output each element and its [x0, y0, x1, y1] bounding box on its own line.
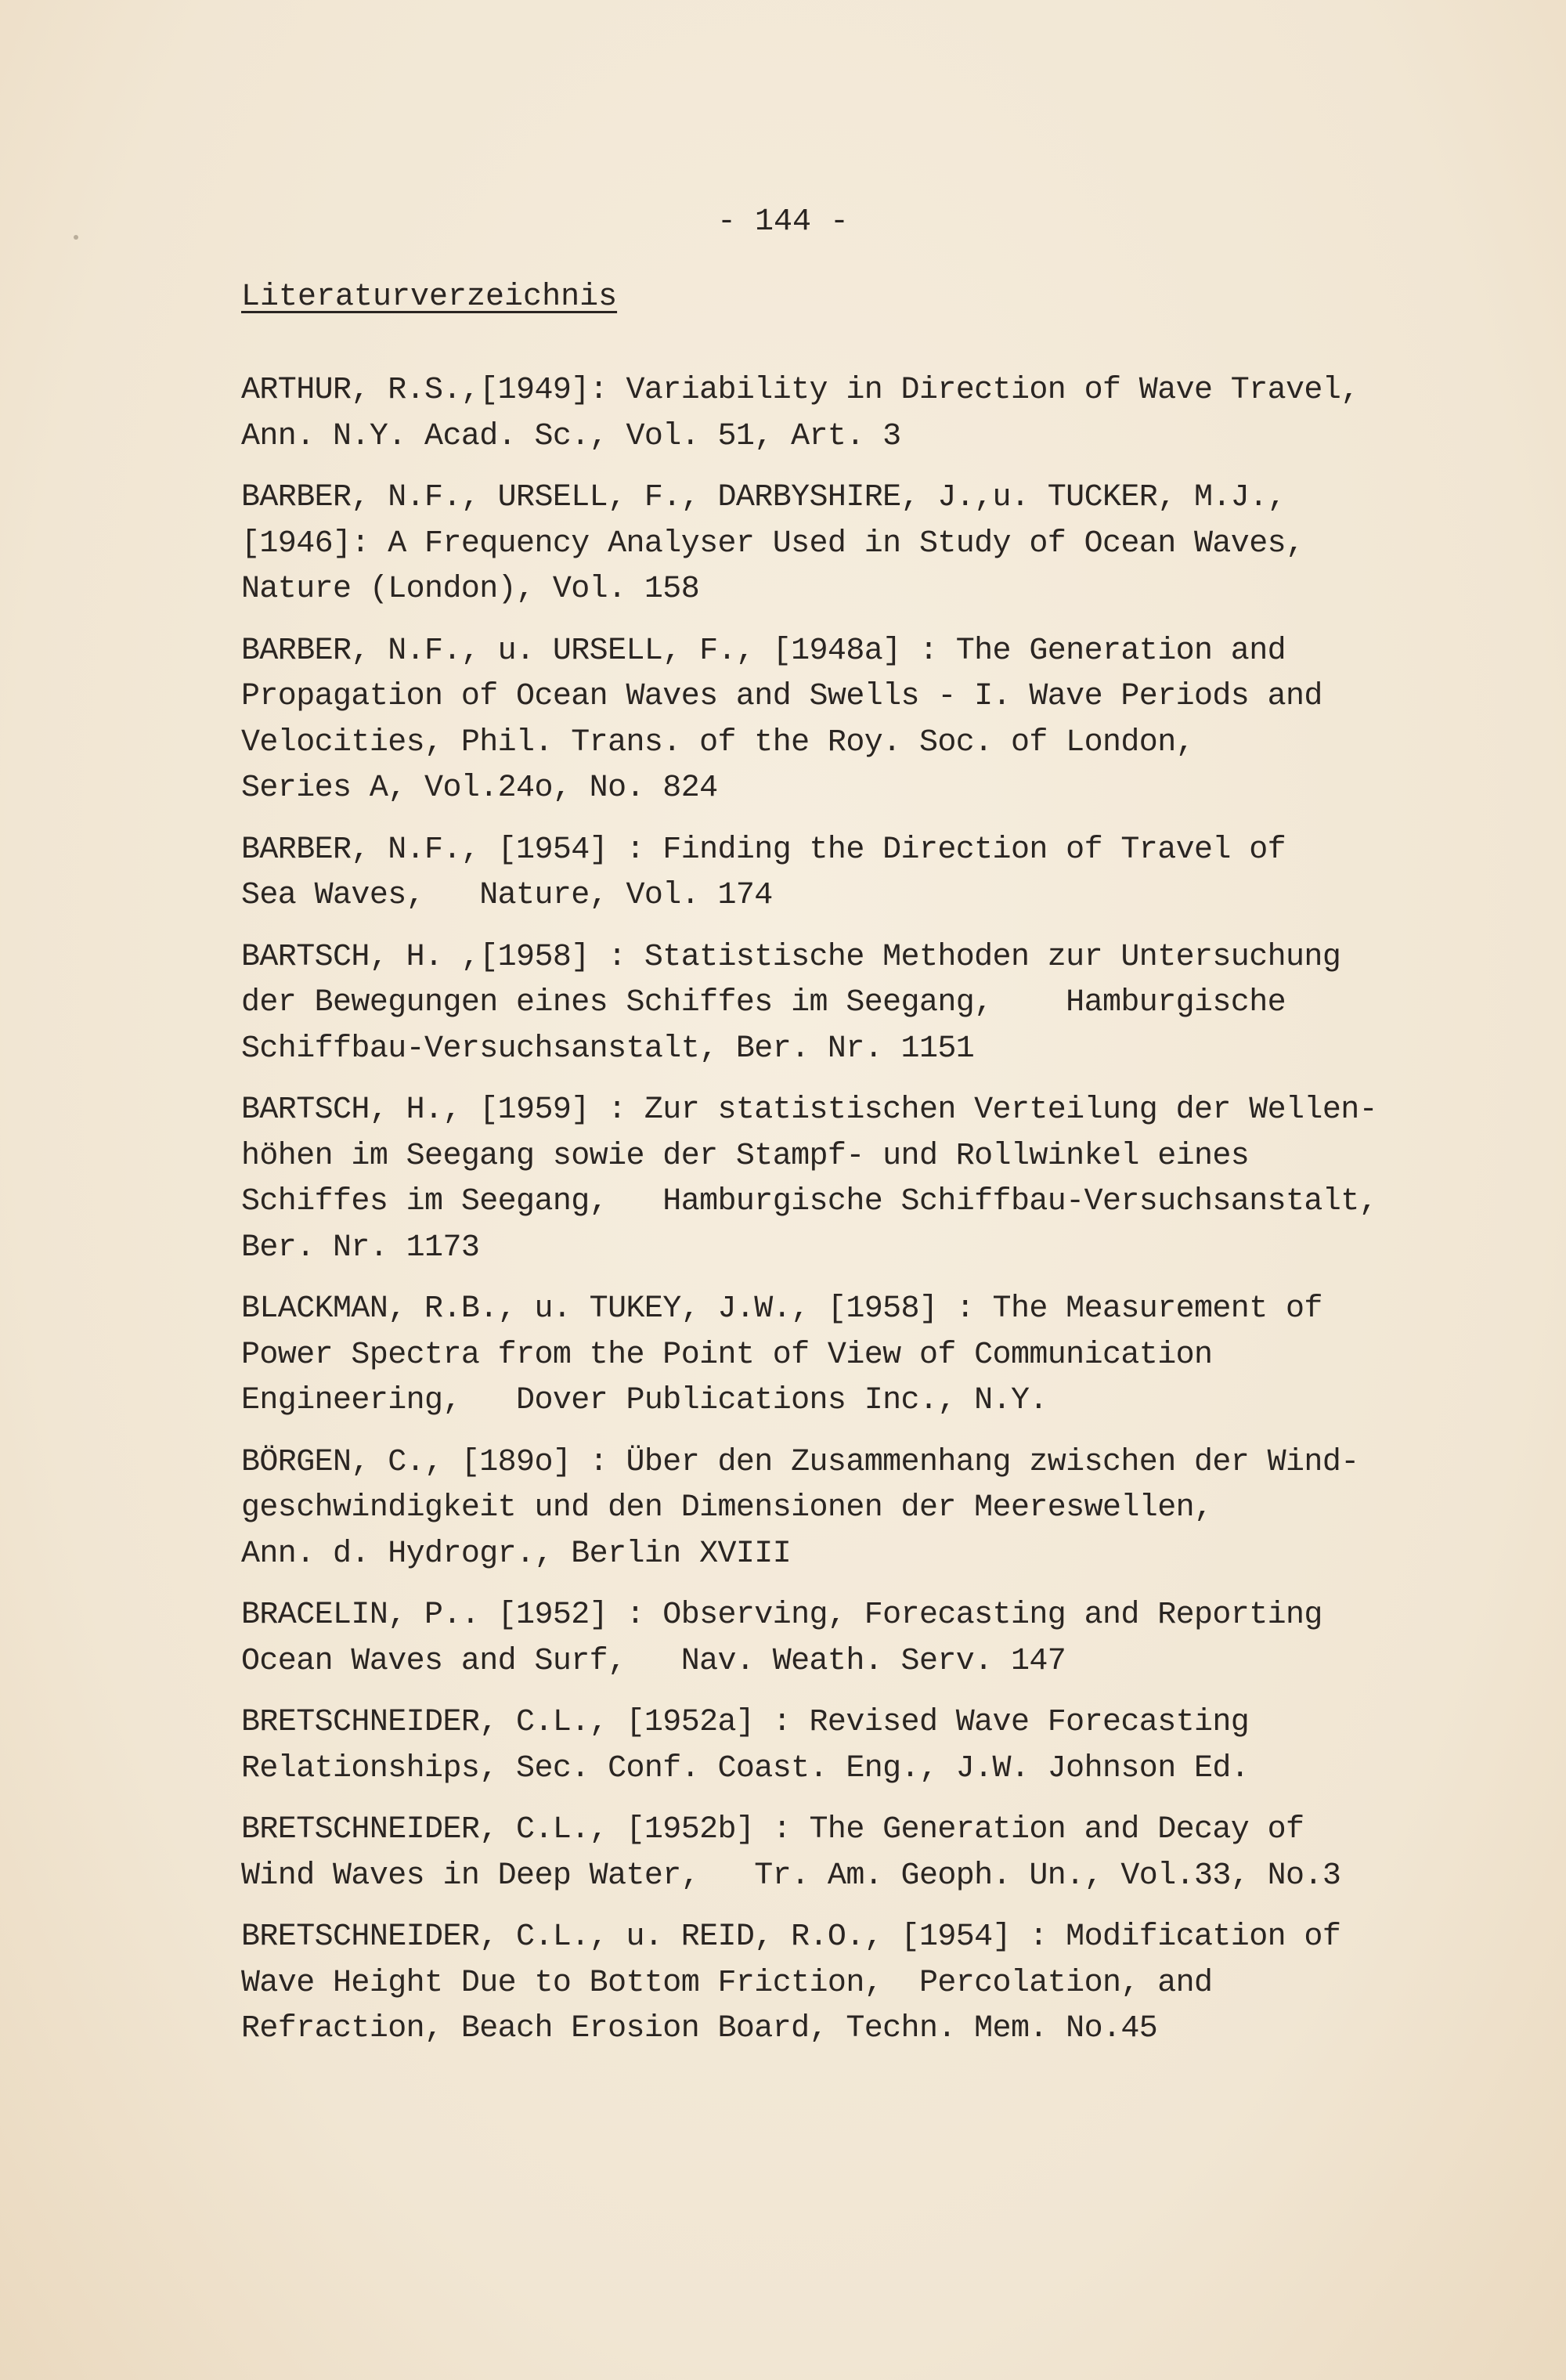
reference-line: Ann. N.Y. Acad. Sc., Vol. 51, Art. 3 — [241, 418, 901, 454]
reference-entry — [241, 1915, 1463, 2053]
reference-line: BÖRGEN, C., [189o] : Über den Zusammenhang zwischen der Wind- — [241, 1444, 1359, 1480]
reference-line: BARBER, N.F., u. URSELL, F., [1948a] : The Generation and — [241, 633, 1286, 669]
reference-line: BARTSCH, H., [1959] : Zur statistischen Verteilung der Wellen- — [241, 1092, 1378, 1128]
reference-line: Ocean Waves and Surf, Nav. Weath. Serv. 147 — [241, 1643, 1066, 1679]
reference-line: Nature (London), Vol. 158 — [241, 572, 700, 607]
reference-line: Refraction, Beach Erosion Board, Techn. Mem. No.45 — [241, 2011, 1158, 2046]
reference-entry — [241, 935, 1463, 1073]
reference-line: Wave Height Due to Bottom Friction, Percolation, and — [241, 1965, 1213, 2001]
reference-entry — [241, 475, 1463, 613]
reference-line: Propagation of Ocean Waves and Swells - I. Wave Periods and — [241, 679, 1322, 714]
reference-line: höhen im Seegang sowie der Stampf- und Rollwinkel eines — [241, 1138, 1250, 1174]
reference-entry — [241, 828, 1463, 919]
reference-line: BLACKMAN, R.B., u. TUKEY, J.W., [1958] : The Measurement of — [241, 1291, 1322, 1327]
reference-line: ARTHUR, R.S.,[1949]: Variability in Direction of Wave Travel, — [241, 373, 1359, 408]
reference-line: BARBER, N.F., URSELL, F., DARBYSHIRE, J.,u. TUCKER, M.J., — [241, 480, 1286, 515]
reference-list — [241, 368, 1463, 2068]
reference-entry — [241, 1593, 1463, 1685]
reference-line: der Bewegungen eines Schiffes im Seegang, Hamburgische — [241, 985, 1286, 1020]
reference-entry — [241, 368, 1463, 460]
reference-line: Wind Waves in Deep Water, Tr. Am. Geoph. Un., Vol.33, No.3 — [241, 1858, 1341, 1894]
reference-line: BRETSCHNEIDER, C.L., [1952a] : Revised Wave Forecasting — [241, 1705, 1250, 1740]
reference-line: geschwindigkeit und den Dimensionen der Meereswellen, — [241, 1490, 1213, 1526]
reference-line: [1946]: A Frequency Analyser Used in Study of Ocean Waves, — [241, 525, 1304, 562]
reference-line: BRACELIN, P.. [1952] : Observing, Forecasting and Reporting — [241, 1598, 1322, 1633]
reference-entry — [241, 629, 1463, 812]
reference-line: Relationships, Sec. Conf. Coast. Eng., J.W. Johnson Ed. — [241, 1750, 1250, 1786]
reference-line: Sea Waves, Nature, Vol. 174 — [241, 878, 773, 913]
reference-entry — [241, 1088, 1463, 1271]
reference-entry — [241, 1700, 1463, 1792]
reference-line: Engineering, Dover Publications Inc., N.Y. — [241, 1383, 1048, 1418]
reference-line: Schiffbau-Versuchsanstalt, Ber. Nr. 1151 — [241, 1031, 975, 1067]
reference-line: Power Spectra from the Point of View of Communication — [241, 1337, 1213, 1373]
reference-line: Schiffes im Seegang, Hamburgische Schiffbau-Versuchsanstalt, — [241, 1184, 1378, 1219]
reference-line: Velocities, Phil. Trans. of the Roy. Soc. of London, — [241, 724, 1195, 760]
reference-entry — [241, 1808, 1463, 1899]
section-heading: Literaturverzeichnis — [241, 280, 618, 315]
reference-line: BRETSCHNEIDER, C.L., [1952b] : The Generation and Decay of — [241, 1812, 1304, 1847]
reference-line: Ber. Nr. 1173 — [241, 1230, 480, 1266]
reference-line: Ann. d. Hydrogr., Berlin XVIII — [241, 1536, 792, 1572]
reference-entry — [241, 1287, 1463, 1425]
reference-line: BARTSCH, H. ,[1958] : Statistische Methoden zur Untersuchung — [241, 939, 1341, 975]
reference-line: Series A, Vol.24o, No. 824 — [241, 771, 718, 806]
reference-line: BRETSCHNEIDER, C.L., u. REID, R.O., [1954] : Modification of — [241, 1920, 1341, 1955]
reference-line: BARBER, N.F., [1954] : Finding the Direction of Travel of — [241, 832, 1286, 868]
reference-entry — [241, 1440, 1463, 1578]
page-number: - 144 - — [716, 204, 850, 240]
